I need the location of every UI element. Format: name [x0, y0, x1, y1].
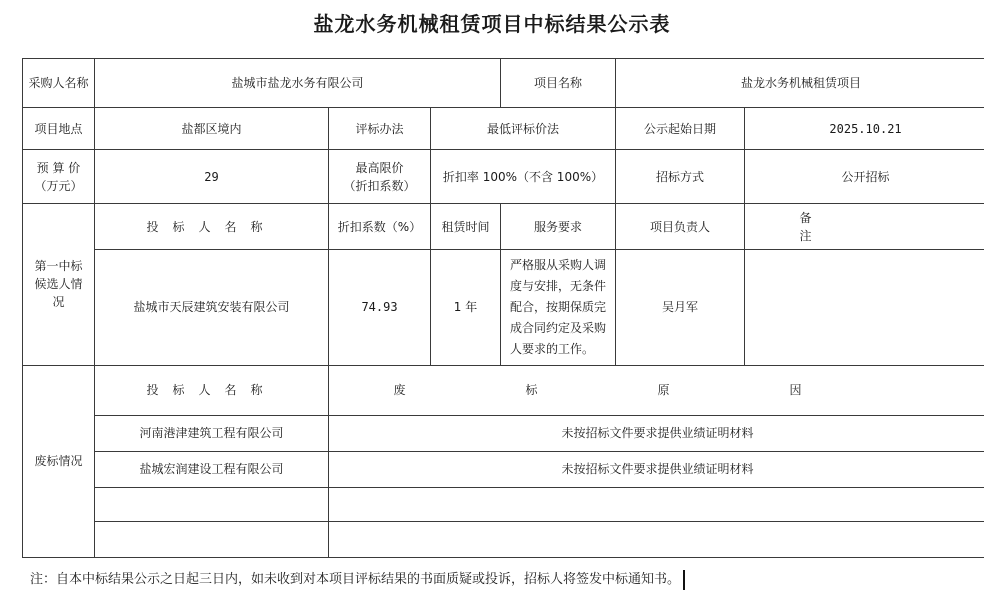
header-remark: 备注 [745, 204, 984, 250]
header-service: 服务要求 [501, 204, 616, 250]
header-rental-time: 租赁时间 [431, 204, 501, 250]
winner-header-row [23, 204, 984, 250]
rejected-bidder-name: 盐城宏润建设工程有限公司 [95, 451, 329, 487]
footnote [30, 568, 685, 590]
evaluation-method-label: 评标办法 [329, 108, 431, 150]
rejected-header-row [23, 365, 984, 415]
rejected-header-reason: 废标原因 [329, 365, 984, 415]
header-manager: 项目负责人 [616, 204, 745, 250]
winner-section-label: 第一中标 候选人情 况 [23, 204, 95, 365]
winner-row [23, 250, 984, 365]
tender-method-value: 公开招标 [745, 150, 984, 204]
budget-row [23, 150, 984, 204]
budget-label: 预 算 价 （万元） [23, 150, 95, 204]
rejected-row [23, 415, 984, 451]
rejected-reason [329, 521, 984, 557]
winner-discount: 74.93 [329, 250, 431, 365]
project-name-label: 项目名称 [501, 59, 616, 108]
rejected-bidder-name [95, 487, 329, 521]
winner-rental-time: 1 年 [431, 250, 501, 365]
rejected-bidder-name [95, 521, 329, 557]
footnote-text: 注：自本中标结果公示之日起三日内，如未收到对本项目评标结果的书面质疑或投诉，招标人将签发中标通知书。 [30, 572, 681, 587]
rejected-reason: 未按招标文件要求提供业绩证明材料 [329, 451, 984, 487]
rejected-header-bidder-name: 投标人名称 [95, 365, 329, 415]
rejected-reason [329, 487, 984, 521]
purchaser-label: 采购人名称 [23, 59, 95, 108]
evaluation-method-value: 最低评标价法 [431, 108, 616, 150]
rejected-row [23, 451, 984, 487]
location-row [23, 108, 984, 150]
location-label: 项目地点 [23, 108, 95, 150]
header-discount: 折扣系数（%） [329, 204, 431, 250]
winner-service-text: 严格服从采购人调 度与安排，无条件 配合，按期保质完 成合同约定及采购 人要求的工作。 [510, 257, 607, 356]
result-table [22, 58, 984, 558]
header-bidder-name: 投标人名称 [95, 204, 329, 250]
winner-remark [745, 250, 984, 365]
purchaser-row [23, 59, 984, 108]
tender-method-label: 招标方式 [616, 150, 745, 204]
winner-bidder-name: 盐城市天辰建筑安装有限公司 [95, 250, 329, 365]
start-date-value: 2025.10.21 [745, 108, 984, 150]
rejected-reason: 未按招标文件要求提供业绩证明材料 [329, 415, 984, 451]
location-value: 盐都区境内 [95, 108, 329, 150]
rejected-row [23, 521, 984, 557]
page-title: 盐龙水务机械租赁项目中标结果公示表 [313, 12, 671, 36]
winner-service-cell [501, 250, 616, 365]
project-name-value: 盐龙水务机械租赁项目 [616, 59, 984, 108]
text-cursor [683, 570, 685, 590]
max-price-value: 折扣率 100%（不含 100%） [431, 150, 616, 204]
budget-value: 29 [95, 150, 329, 204]
purchaser-value: 盐城市盐龙水务有限公司 [95, 59, 501, 108]
winner-manager: 吴月军 [616, 250, 745, 365]
max-price-label: 最高限价 （折扣系数） [329, 150, 431, 204]
rejected-row [23, 487, 984, 521]
rejected-section-label: 废标情况 [23, 365, 95, 557]
rejected-bidder-name: 河南港津建筑工程有限公司 [95, 415, 329, 451]
start-date-label: 公示起始日期 [616, 108, 745, 150]
